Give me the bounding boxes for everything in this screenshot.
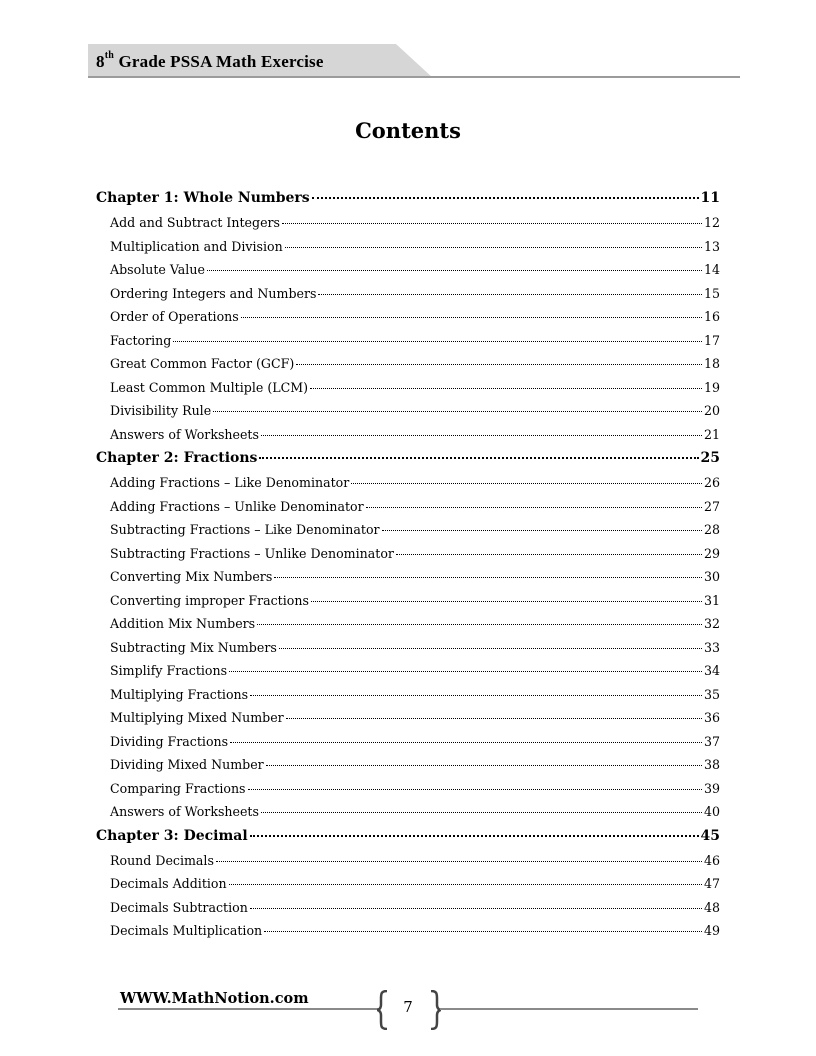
dot-leader: [230, 742, 702, 743]
page-number: 7: [403, 998, 413, 1016]
toc-entry-row[interactable]: [96, 239, 720, 263]
toc-entry-row[interactable]: [96, 262, 720, 286]
toc-entry-page: 49: [703, 923, 720, 938]
toc-entry-page: 38: [703, 757, 720, 772]
toc-entry-label: Order of Operations: [110, 309, 239, 324]
toc-entry-row[interactable]: [96, 900, 720, 924]
toc-entry-row[interactable]: [96, 403, 720, 427]
dot-leader: [296, 364, 702, 365]
right-brace-icon: [428, 990, 442, 1030]
toc-entry-row[interactable]: [96, 923, 720, 947]
toc-entry-row[interactable]: [96, 710, 720, 734]
dot-leader: [382, 530, 702, 531]
toc-entry-label: Decimals Addition: [110, 876, 227, 891]
dot-leader: [213, 411, 702, 412]
dot-leader: [257, 624, 702, 625]
toc-entry-page: 46: [703, 852, 720, 868]
dot-leader: [285, 247, 702, 248]
footer-rule-right: [440, 1008, 698, 1010]
toc-entry-page: 16: [703, 309, 720, 324]
toc-entry-page: 20: [703, 403, 720, 418]
toc-entry-label: Answers of Worksheets: [110, 426, 259, 442]
toc-entry-page: 26: [703, 475, 720, 490]
toc-entry-page: 21: [703, 426, 720, 442]
toc-entry-label: Subtracting Fractions – Unlike Denominator: [110, 545, 394, 561]
toc-entry-row[interactable]: [96, 356, 720, 380]
toc-chapter-row[interactable]: [96, 828, 720, 853]
toc-entry-label: Decimals Multiplication: [110, 923, 263, 938]
toc-entry-row[interactable]: [96, 804, 720, 828]
toc-entry-label: Chapter 3: Decimal: [96, 827, 248, 844]
toc-entry-page: 12: [703, 215, 720, 230]
header-title-text: Grade PSSA Math Exercise: [118, 52, 324, 71]
dot-leader: [250, 695, 702, 696]
dot-leader: [266, 765, 702, 766]
toc-entry-page: 33: [703, 639, 720, 655]
toc-entry-row[interactable]: [96, 309, 720, 333]
toc-entry-page: 36: [703, 710, 720, 725]
toc-entry-page: 13: [703, 238, 720, 254]
toc-entry-row[interactable]: [96, 427, 720, 451]
toc-entry-label: Multiplication and Division: [110, 238, 283, 254]
toc-entry-row[interactable]: [96, 286, 720, 310]
toc-entry-label: Divisibility Rule: [110, 403, 212, 418]
dot-leader: [310, 388, 702, 389]
toc-entry-page: 39: [703, 780, 720, 796]
toc-entry-row[interactable]: [96, 781, 720, 805]
toc-entry-page: 47: [703, 876, 720, 891]
toc-entry-label: Converting Mix Numbers: [110, 569, 273, 584]
toc-entry-page: 15: [703, 285, 720, 301]
left-brace-icon: [376, 990, 390, 1030]
dot-leader: [279, 648, 702, 649]
toc-entry-page: 48: [703, 899, 720, 915]
toc-entry-page: 14: [703, 262, 720, 277]
toc-entry-label: Dividing Mixed Number: [110, 757, 264, 772]
toc-entry-label: Addition Mix Numbers: [110, 616, 256, 631]
dot-leader: [396, 554, 702, 555]
toc-entry-label: Simplify Fractions: [110, 663, 228, 678]
dot-leader: [259, 457, 698, 459]
toc-entry-label: Great Common Factor (GCF): [110, 356, 295, 371]
toc-entry-row[interactable]: [96, 734, 720, 758]
toc-entry-label: Chapter 1: Whole Numbers: [96, 190, 310, 206]
dot-leader: [286, 718, 702, 719]
toc-entry-row[interactable]: [96, 853, 720, 877]
toc-chapter-row[interactable]: [96, 450, 720, 475]
toc-entry-row[interactable]: [96, 616, 720, 640]
toc-chapter-row[interactable]: [96, 190, 720, 215]
toc-entry-page: 30: [703, 569, 720, 584]
dot-leader: [311, 601, 702, 602]
toc-entry-label: Factoring: [110, 332, 172, 348]
toc-entry-label: Converting improper Fractions: [110, 592, 309, 608]
toc-entry-page: 27: [703, 498, 720, 514]
toc-entry-label: Multiplying Mixed Number: [110, 710, 284, 725]
toc-entry-label: Adding Fractions – Unlike Denominator: [110, 498, 364, 514]
toc-entry-page: 29: [703, 545, 720, 561]
dot-leader: [229, 671, 702, 672]
toc-entry-page: 28: [703, 522, 720, 537]
toc-entry-row[interactable]: [96, 333, 720, 357]
dot-leader: [366, 507, 702, 508]
dot-leader: [351, 483, 702, 484]
toc-entry-label: Ordering Integers and Numbers: [110, 285, 317, 301]
toc-entry-row[interactable]: [96, 569, 720, 593]
toc-entry-label: Add and Subtract Integers: [110, 215, 281, 230]
toc-entry-row[interactable]: [96, 593, 720, 617]
grade-number: 8: [96, 52, 105, 71]
toc-entry-page: 32: [703, 616, 720, 631]
toc-entry-page: 11: [700, 190, 720, 206]
toc-entry-row[interactable]: [96, 475, 720, 499]
dot-leader: [282, 223, 702, 224]
toc-entry-page: 18: [703, 356, 720, 371]
table-of-contents: [96, 190, 720, 947]
toc-entry-label: Multiplying Fractions: [110, 686, 249, 702]
toc-entry-row[interactable]: [96, 663, 720, 687]
toc-entry-row[interactable]: [96, 687, 720, 711]
toc-entry-label: Chapter 2: Fractions: [96, 450, 258, 466]
toc-entry-row[interactable]: [96, 640, 720, 664]
grade-suffix: th: [104, 50, 114, 62]
dot-leader: [229, 884, 702, 885]
dot-leader: [250, 835, 699, 837]
page-title: Contents: [355, 118, 461, 143]
dot-leader: [248, 789, 702, 790]
toc-entry-page: 31: [703, 592, 720, 608]
dot-leader: [216, 861, 702, 862]
dot-leader: [250, 908, 702, 909]
toc-entry-row[interactable]: [96, 499, 720, 523]
toc-entry-page: 17: [703, 332, 720, 348]
toc-entry-label: Round Decimals: [110, 852, 214, 868]
toc-entry-page: 34: [703, 663, 720, 678]
toc-entry-row[interactable]: [96, 757, 720, 781]
footer-website: WWW.MathNotion.com: [120, 990, 309, 1007]
dot-leader: [312, 197, 699, 199]
toc-entry-row[interactable]: [96, 522, 720, 546]
toc-entry-page: 45: [700, 827, 720, 844]
toc-entry-label: Dividing Fractions: [110, 733, 229, 749]
dot-leader: [241, 317, 702, 318]
toc-entry-label: Adding Fractions – Like Denominator: [110, 475, 350, 490]
toc-entry-label: Decimals Subtraction: [110, 899, 248, 915]
dot-leader: [264, 931, 702, 932]
toc-entry-page: 37: [703, 733, 720, 749]
toc-entry-page: 40: [703, 804, 720, 819]
toc-entry-label: Answers of Worksheets: [110, 804, 259, 819]
header-rule: [88, 76, 740, 78]
toc-entry-row[interactable]: [96, 876, 720, 900]
toc-entry-page: 19: [703, 379, 720, 395]
toc-entry-label: Absolute Value: [110, 262, 205, 277]
toc-entry-row[interactable]: [96, 380, 720, 404]
toc-entry-row[interactable]: [96, 546, 720, 570]
toc-entry-row[interactable]: [96, 215, 720, 239]
toc-entry-label: Subtracting Mix Numbers: [110, 639, 277, 655]
dot-leader: [274, 577, 702, 578]
toc-entry-label: Subtracting Fractions – Like Denominator: [110, 522, 380, 537]
toc-entry-label: Least Common Multiple (LCM): [110, 379, 309, 395]
toc-entry-label: Comparing Fractions: [110, 780, 246, 796]
dot-leader: [261, 435, 702, 436]
toc-entry-page: 35: [703, 686, 720, 702]
dot-leader: [173, 341, 702, 342]
dot-leader: [207, 270, 702, 271]
header-title: [96, 52, 324, 72]
dot-leader: [261, 812, 702, 813]
footer-rule-left: [118, 1008, 380, 1010]
toc-entry-page: 25: [700, 450, 720, 466]
dot-leader: [318, 294, 702, 295]
